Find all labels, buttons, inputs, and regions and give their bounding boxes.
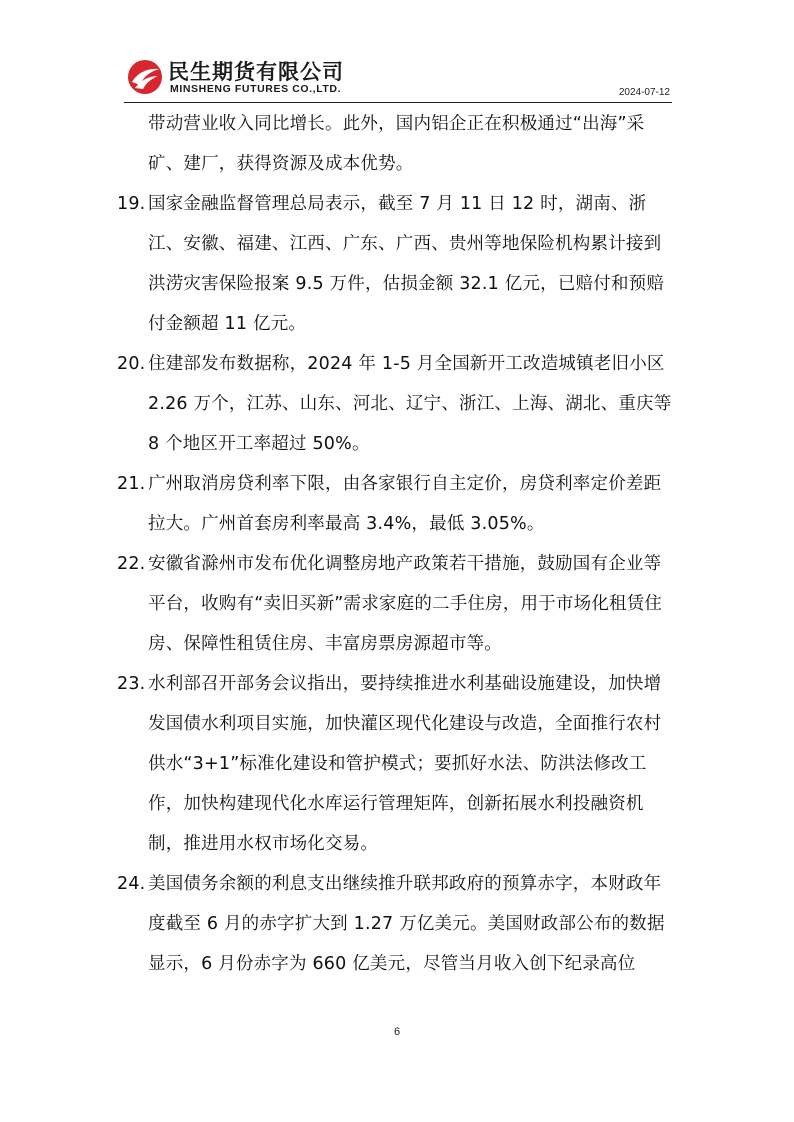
item-number: 23. <box>117 674 146 694</box>
item-text: 国家金融监督管理总局表示，截至 7 月 11 日 12 时，湖南、浙江、安徽、福建、江西、广东、广西、贵州等地保险机构累计接到洪涝灾害保险报案 9.5 万件，估损金额 32.1 亿元，已赔付和预赔付金额超 11 亿元。 <box>148 194 665 334</box>
page-number: 6 <box>393 1026 401 1038</box>
news-item-19 <box>117 184 677 344</box>
item-number: 20. <box>117 354 146 374</box>
item-text: 安徽省滁州市发布优化调整房地产政策若干措施，鼓励国有企业等平台，收购有“卖旧买新”需求家庭的二手住房，用于市场化租赁住房、保障性租赁住房、丰富房票房源超市等。 <box>148 554 663 654</box>
item-text: 美国债务余额的利息支出继续推升联邦政府的预算赤字，本财政年度截至 6 月的赤字扩大到 1.27 万亿美元。美国财政部公布的数据显示，6 月份赤字为 660 亿美元，尽管当月收入创下纪录高位 <box>148 874 665 974</box>
item-text: 住建部发布数据称，2024 年 1-5 月全国新开工改造城镇老旧小区 2.26 万个，江苏、山东、河北、辽宁、浙江、上海、湖北、重庆等 8 个地区开工率超过 50%。 <box>148 354 672 454</box>
company-name-cn: 民生期货有限公司 <box>168 60 344 84</box>
company-name-en: MINSHENG FUTURES CO.,LTD. <box>170 83 342 95</box>
news-item-23 <box>117 664 677 864</box>
item-number: 24. <box>117 874 146 894</box>
continued-paragraph: 带动营业收入同比增长。此外，国内铝企正在积极通过“出海”采矿、建厂，获得资源及成本优势。 <box>148 114 645 174</box>
page-header <box>124 52 672 103</box>
item-number: 19. <box>117 194 146 214</box>
item-number: 21. <box>117 474 146 494</box>
news-item-22 <box>117 544 677 664</box>
news-list <box>117 104 677 984</box>
news-item-21 <box>117 464 677 544</box>
report-date: 2024-07-12 <box>618 87 670 98</box>
item-text: 广州取消房贷利率下限，由各家银行自主定价，房贷利率定价差距拉大。广州首套房利率最高 3.4%，最低 3.05%。 <box>148 474 662 534</box>
item-number: 22. <box>117 554 146 574</box>
minsheng-logo-icon <box>126 58 164 96</box>
item-text: 水利部召开部务会议指出，要持续推进水利基础设施建设，加快增发国债水利项目实施，加快灌区现代化建设与改造，全面推行农村供水“3+1”标准化建设和管护模式；要抓好水法、防洪法修改工作，加快构建现代化水库运行管理矩阵，创新拓展水利投融资机制，推进用水权市场化交易。 <box>148 674 662 854</box>
news-item-24 <box>117 864 677 984</box>
news-item-20 <box>117 344 677 464</box>
